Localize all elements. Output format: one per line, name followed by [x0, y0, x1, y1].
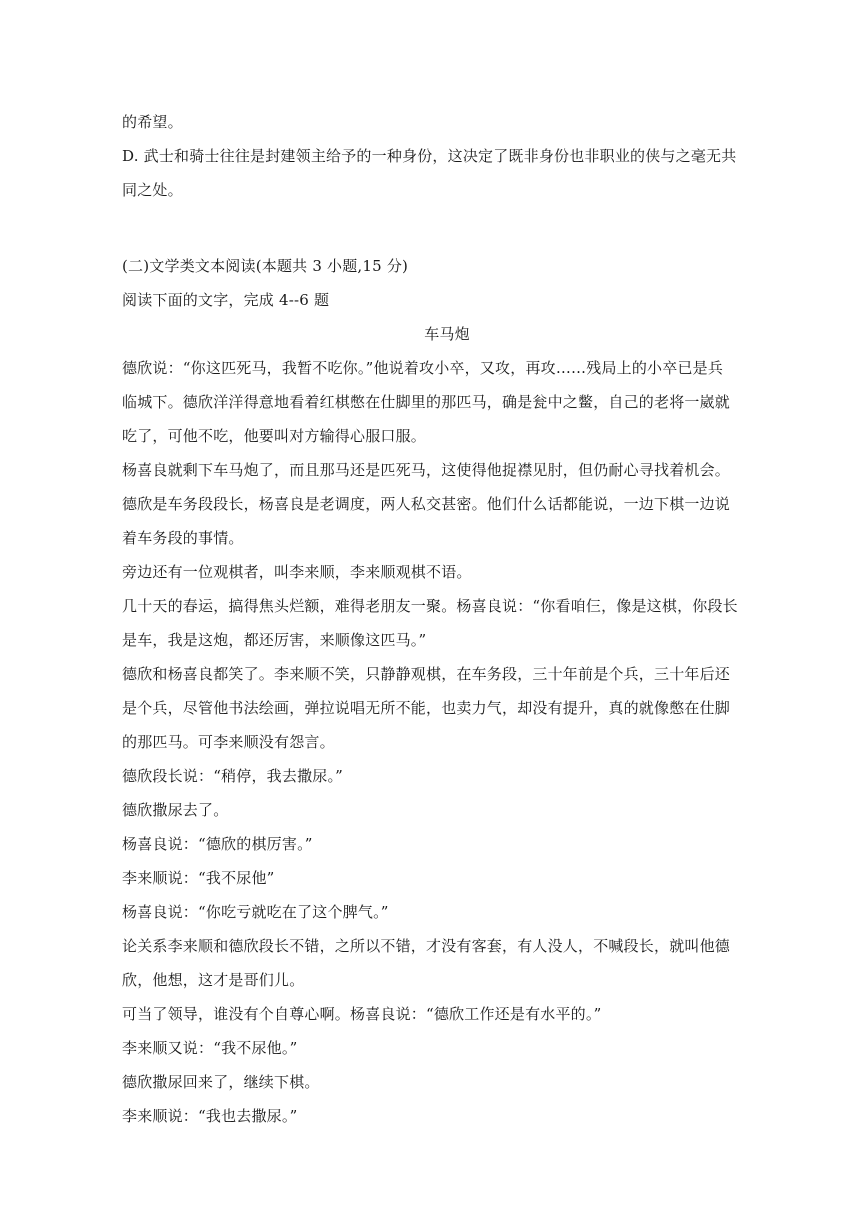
story-line: 论关系李来顺和德欣段长不错，之所以不错，才没有客套，有人没人，不喊段长，就叫他德: [122, 937, 731, 955]
story-line: 李来顺说：“我也去撒尿。”: [122, 1107, 298, 1125]
story-line: 德欣说：“你这匹死马，我暂不吃你。”他说着攻小卒，又攻，再攻……残局上的小卒已是兵: [122, 359, 724, 377]
story-line: 着车务段的事情。: [122, 529, 244, 547]
story-line: 德欣段长说：“稍停，我去撒尿。”: [122, 767, 344, 785]
story-line: 德欣是车务段段长，杨喜良是老调度，两人私交甚密。他们什么话都能说，一边下棋一边说: [122, 495, 731, 513]
story-line: 吃了，可他不吃，他要叫对方输得心服口服。: [122, 427, 427, 445]
story-title: 车马炮: [424, 325, 470, 343]
story-line: 德欣和杨喜良都笑了。李来顺不笑，只静静观棋，在车务段，三十年前是个兵，三十年后还: [122, 665, 731, 683]
story-line: 杨喜良说：“你吃亏就吃在了这个脾气。”: [122, 903, 389, 921]
story-line: 杨喜良就剩下车马炮了，而且那马还是匹死马，这使得他捉襟见肘，但仍耐心寻找着机会。: [122, 461, 731, 479]
story-line: 李来顺又说：“我不尿他。”: [122, 1039, 298, 1057]
section-heading: (二)文学类文本阅读(本题共 3 小题,15 分): [122, 257, 409, 275]
story-line: 杨喜良说：“德欣的棋厉害。”: [122, 835, 313, 853]
story-line: 几十天的春运，搞得焦头烂额，难得老朋友一聚。杨喜良说：“你看咱仨，像是这棋，你段长: [122, 597, 738, 615]
story-line: 是车，我是这炮，都还厉害，来顺像这匹马。”: [122, 631, 427, 649]
option-d-line: D. 武士和骑士往往是封建领主给予的一种身份，这决定了既非身份也非职业的侠与之毫无共: [122, 147, 737, 165]
story-line: 的那匹马。可李来顺没有怨言。: [122, 733, 335, 751]
story-line: 欣，他想，这才是哥们儿。: [122, 971, 305, 989]
text-line: 的希望。: [122, 113, 183, 131]
story-line: 是个兵，尽管他书法绘画，弹拉说唱无所不能，也卖力气，却没有提升，真的就像憋在仕脚: [122, 699, 731, 717]
instruction: 阅读下面的文字，完成 4--6 题: [122, 291, 330, 309]
spacer: [122, 207, 772, 249]
story-line: 临城下。德欣洋洋得意地看着红棋憋在仕脚里的那匹马，确是瓮中之鳖，自己的老将一崴就: [122, 393, 731, 411]
text-line: 同之处。: [122, 181, 183, 199]
story-line: 德欣撒尿去了。: [122, 801, 229, 819]
document-page: [122, 105, 772, 1133]
story-line: 旁边还有一位观棋者，叫李来顺，李来顺观棋不语。: [122, 563, 472, 581]
story-line: 德欣撒尿回来了，继续下棋。: [122, 1073, 320, 1091]
story-line: 可当了领导，谁没有个自尊心啊。杨喜良说：“德欣工作还是有水平的。”: [122, 1005, 602, 1023]
story-line: 李来顺说：“我不尿他”: [122, 869, 275, 887]
